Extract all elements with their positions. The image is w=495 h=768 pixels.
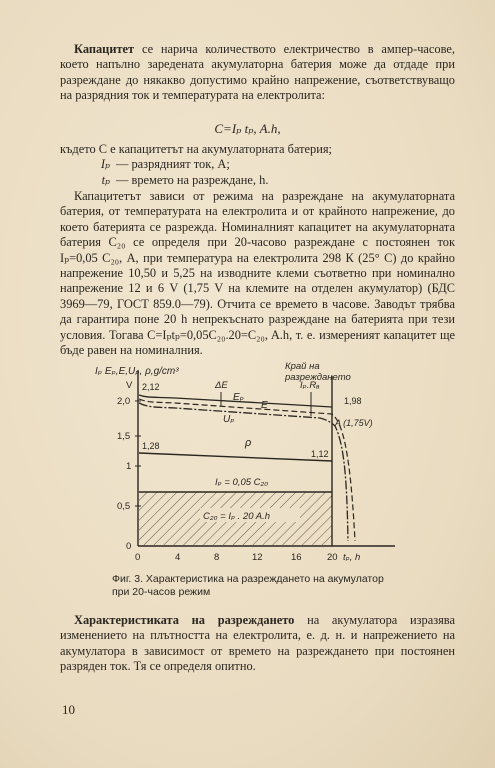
up-label: Uₚ (223, 414, 235, 425)
value-label: 2,12 (142, 382, 160, 392)
legend-line (60, 142, 332, 157)
term-characteristic: Характеристиката на разреждането (74, 613, 295, 627)
paragraph-characteristic (60, 613, 455, 675)
y-tick-label: 1,5 (117, 431, 131, 442)
x-tick-label: 20 (327, 552, 338, 563)
x-tick-label: 12 (252, 552, 263, 563)
ep-label: Eₚ (233, 392, 244, 403)
legend-symbol: Iₚ (100, 157, 110, 172)
x-tick-label: 4 (175, 552, 181, 563)
x-tick-label: 0 (135, 552, 141, 563)
y-tick-label: 1 (126, 461, 132, 472)
x-axis-label: tₚ, h (343, 552, 361, 563)
ipra-label: Iₚ.Rₐ (300, 380, 320, 391)
value-label: 1,12 (311, 449, 329, 459)
e-label: E (261, 400, 268, 411)
legend-symbol: tₚ (101, 172, 110, 187)
value-label: 1,28 (142, 441, 160, 451)
x-tick-label: 16 (291, 552, 302, 563)
paragraph-characteristic-text: на акумулатора изразява изменението на плътността на електролита, е. д. н. и напрежението на акумулатора в зависимост от времето на разреждането при постоянен разряден ток. Тя се определя опитно. (60, 613, 455, 674)
end-label: разреждането (285, 372, 351, 383)
current-label: Iₚ = 0,05 C₂₀ (215, 477, 269, 488)
figure-caption: Фиг. 3. Характеристика на разреждането на акумулатор при 20-часов режим (112, 573, 384, 598)
page-number: 10 (62, 702, 75, 717)
end-label: Край на (285, 361, 320, 372)
y-tick-label: 0,5 (117, 501, 131, 512)
legend-line (60, 157, 332, 172)
x-tick-label: 8 (214, 552, 220, 563)
density-line (139, 453, 332, 461)
legend-line (60, 173, 332, 188)
y-tick-label: 2,0 (117, 396, 131, 407)
capacity-formula: C=Iₚ tₚ, A.h, (214, 121, 281, 136)
x-ticks (135, 552, 360, 563)
legend-text: — разрядният ток, А; (116, 157, 230, 172)
value-label: 1,98 (344, 396, 362, 406)
y-axis-unit: V (126, 380, 133, 391)
legend-text: — времето на разреждане, h. (116, 172, 269, 187)
delta-e-label: ΔE (215, 380, 228, 391)
paragraph-dependence: Капацитетът зависи от режима на разреждане на акумулаторната батерия, от температурата на електролита и от крайното напрежение, до което батерията се разрежда. Номиналният капацитет на акумулаторната батерия C₂₀ се определя при 20-часово разреждане с постоянен ток Iₚ=0,05 C₂₀, А, при температура на електролита 298 К (25° С) до крайно напрежение 10,50 и 5,25 на изводните клеми съответно при номинално напрежение 12 и 6 V (1,75 V на клемите на отделен акумулатор) (БДС 3969—79, ГОСТ 859.0—79). Отчита се времето в часове. Заводът трябва да гарантира поне 20 h непрекъснато разреждане на батерията при тези условия. Тогава C=Iₚtₚ=0,05C₂₀.20=C₂₀, A.h, т. е. измереният капацитет ще бъде равен на номиналния. (60, 189, 455, 358)
y-axis-label: Iₚ Eₚ,E,Uₚ, ρ,g/cm³ (95, 366, 179, 377)
discharge-chart (95, 356, 425, 571)
paragraph-capacity-text: се нарича количеството електричество в ампер-часове, което напълно заредената акумулаторна батерия може да отдаде при разреждане до някакво допустимо крайно напрежение, съответствуващо на разрядния ток и температурата на електролита: (60, 42, 455, 103)
capacity-label: C₂₀ = Iₚ . 20 A.h (203, 511, 271, 522)
legend-symbol: където C (60, 142, 108, 156)
y-tick-label: 0 (126, 541, 132, 552)
point-a-label: A (1,75V) (335, 418, 373, 428)
formula-legend (60, 142, 332, 188)
paragraph-capacity (60, 42, 455, 104)
legend-text: е капацитетът на акумулаторната батерия; (110, 142, 333, 156)
term-capacity: Капацитет (74, 42, 135, 56)
rho-label: ρ (245, 437, 252, 449)
